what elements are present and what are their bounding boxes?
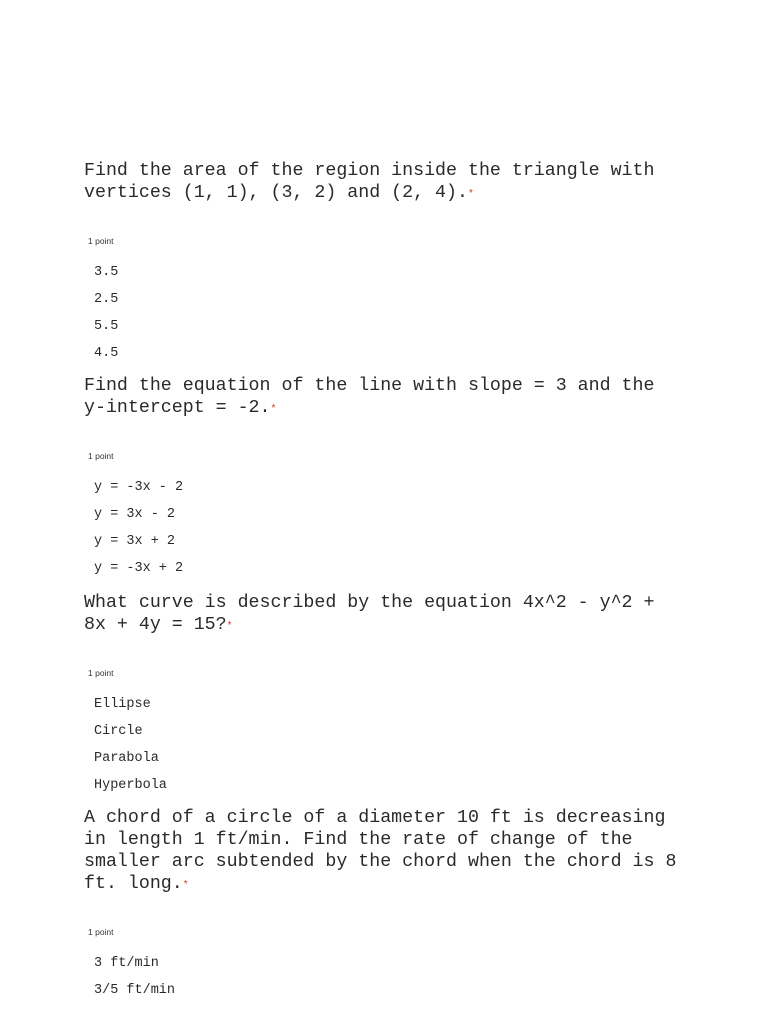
option[interactable]: Ellipse [94,697,151,712]
question-3-text [84,592,684,637]
question-2 [84,375,684,588]
question-1-options [94,265,684,373]
question-1-text [84,160,684,205]
question-4-points: 1 point [88,927,114,937]
question-3-points: 1 point [88,668,114,678]
question-3-options [94,697,684,805]
option[interactable]: y = 3x - 2 [94,507,176,522]
question-1 [84,160,684,373]
question-3 [84,592,684,805]
option[interactable]: Hyperbola [94,778,167,793]
option[interactable]: Parabola [94,751,159,766]
required-mark: * [227,620,232,631]
question-2-options [94,480,684,588]
question-1-points: 1 point [88,236,114,246]
question-1-prompt: Find the area of the region inside the triangle with vertices (1, 1), (3, 2) and (2, 4). [84,161,655,203]
option[interactable]: 2.5 [94,292,119,307]
option[interactable]: y = -3x + 2 [94,561,184,576]
option[interactable]: y = 3x + 2 [94,534,176,549]
required-mark: * [468,188,473,199]
required-mark: * [271,403,276,414]
question-4 [84,807,684,1010]
question-4-options [94,956,684,1010]
option[interactable]: 4.5 [94,346,119,361]
option[interactable]: Circle [94,724,143,739]
question-2-points: 1 point [88,451,114,461]
option[interactable]: 3/5 ft/min [94,983,176,998]
option[interactable]: 3.5 [94,265,119,280]
question-4-prompt: A chord of a circle of a diameter 10 ft is decreasing in length 1 ft/min. Find the rate of change of the smaller arc subtended by the chord when the chord is 8 ft. long. [84,808,677,894]
question-2-text [84,375,684,420]
option[interactable]: 5.5 [94,319,119,334]
option[interactable]: 3 ft/min [94,956,159,971]
question-2-prompt: Find the equation of the line with slope = 3 and the y-intercept = -2. [84,376,655,418]
question-3-prompt: What curve is described by the equation 4x^2 - y^2 + 8x + 4y = 15? [84,593,655,635]
question-4-text [84,807,684,896]
required-mark: * [183,879,188,890]
option[interactable]: y = -3x - 2 [94,480,184,495]
